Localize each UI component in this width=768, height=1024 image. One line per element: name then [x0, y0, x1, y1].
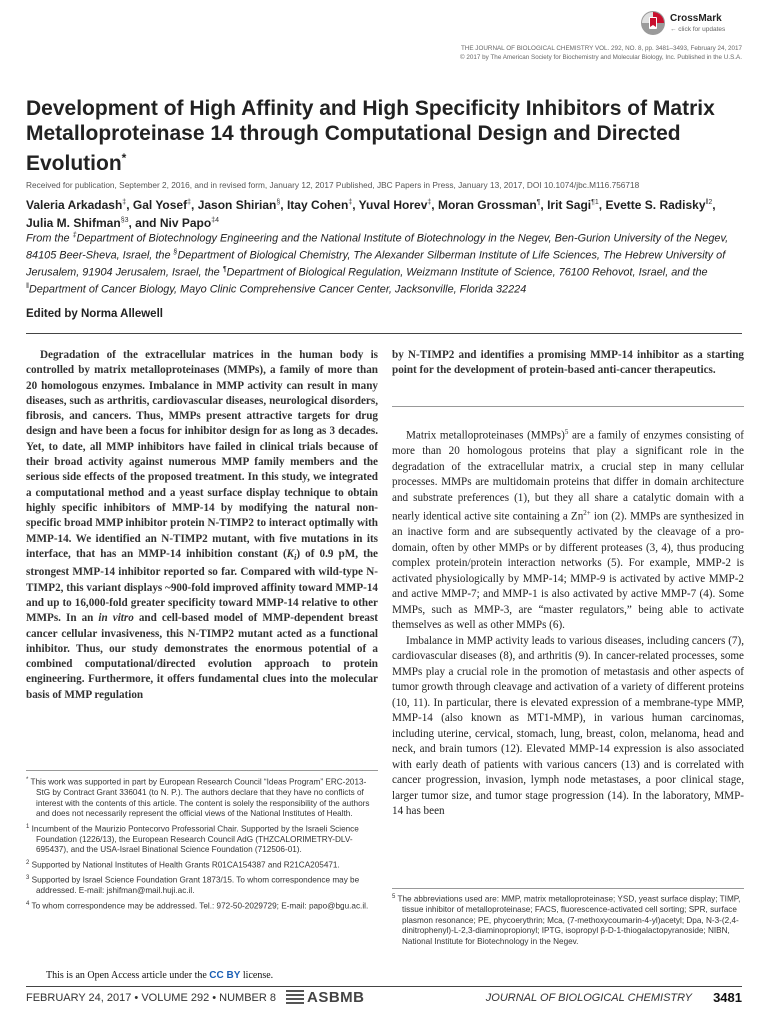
crossmark-subtitle: ← click for updates [670, 26, 726, 33]
copyright-line: © 2017 by The American Society for Biochemistry and Molecular Biology, Inc. Published in the U.S.A. [460, 53, 742, 61]
header-divider [26, 333, 742, 334]
author-affiliation-mark: ‡ [427, 199, 432, 206]
author-separator: , [540, 198, 548, 212]
footnote [26, 873, 378, 897]
author-name: Julia M. Shifman [26, 216, 121, 230]
received-dates: Received for publication, September 2, 2016, and in revised form, January 12, 2017 Published, JBC Papers in Press, January 13, 2017, DOI 10.1074/jbc.M116.756718 [26, 180, 640, 190]
author-affiliation-mark: ‡ [187, 199, 192, 206]
footnote-text: Incumbent of the Maurizio Pontecorvo Professorial Chair. Supported by the Israeli Science Foundation (1226/13), the European Research Council AdG (THZCALORIMETRY-DLV-695437), and the USA-Israel Binational Science Foundation (712506-01). [29, 824, 359, 855]
page-number: 3481 [713, 990, 742, 1005]
asbmb-mark-icon [286, 989, 304, 1005]
affiliation-text: Department of Biotechnology Engineering and the National Institute of Biotechnology in the Negev, Ben-Gurion University of the Negev, 84105 Beer-Sheva, Israel, the [26, 232, 729, 262]
journal-citation [460, 45, 742, 62]
abstract-paragraph: Degradation of the extracellular matrices in the human body is controlled by matrix metalloproteinases (MMPs), a family of more than 20 homologous enzymes. Imbalance in MMP activity can result in many diseases, such as arthritis, cardiovascular diseases, neurological disorders, fibrosis, and cancers. Thus, MMPs present attractive targets for drug design and have been a focus for inhibitor design for as long as 3 decades. Yet, to date, all MMP inhibitors have failed in clinical trials because of their broad activity against numerous MMP family members and the serious side effects of the proposed treatment. In this study, we integrated a computational method and a yeast surface display technique to obtain highly specific inhibitors of MMP-14 by modifying the natural non-specific broad MMP inhibitor protein N-TIMP2 to interact optimally with MMP-14. We identified an N-TIMP2 mutant, with five mutations in its interface, that has an MMP-14 inhibition constant $(K_i)$ of 0.9 pM, the strongest MMP-14 inhibitor reported so far. Compared with wild-type N-TIMP2, this variant displays ~900-fold improved affinity toward MMP-14 and up to 16,000-fold greater specificity toward MMP-14 relative to other MMPs. In an in vitro and cell-based model of MMP-dependent breast cancer cellular invasiveness, this N-TIMP2 mutant acted as a functional inhibitor. Thus, our study demonstrates the enormous potential of a combined computational/directed evolution approach to protein engineering. Furthermore, it offers fundamental clues into the molecular basis of MMP regulation [26, 349, 379, 701]
footnote-text: This work was supported in part by European Research Council “Ideas Program” ERC-2013-StG by Contract Grant 336041 (to N. P.). The authors declare that they have no conflicts of interest with the contents of this article. The content is solely the responsibility of the authors and does not necessarily represent the official views of the National Institutes of Health. [28, 777, 370, 819]
author-affiliation-mark: ‡ [348, 199, 353, 206]
crossmark-name: CrossMark [670, 13, 722, 24]
footnote [26, 858, 378, 871]
body-text [392, 425, 744, 820]
footnote-text: Supported by Israel Science Foundation Grant 1873/15. To whom correspondence may be addressed. E-mail: jshifman@mail.huji.ac.il. [29, 875, 360, 896]
author-name: Niv Papo [159, 216, 212, 230]
author-affiliation-mark: ‡4 [211, 217, 219, 224]
footnote-mark: 2 [26, 859, 30, 866]
author-affiliation-mark: § [276, 199, 281, 206]
author-affiliation-mark: ¶1 [591, 199, 599, 206]
crossmark-icon [640, 10, 666, 36]
author-name: Evette S. Radisky [605, 198, 706, 212]
footnote [26, 899, 378, 912]
body-paragraph-1: Matrix metalloproteinases (MMPs)$^5$ are a family of enzymes consisting of more than 20 homologous proteins that play a significant role in the degradation of the extracellular matrix, a crucial step in many cellular processes. MMPs are multidomain proteins that differ in domain architecture and substrate preferences (1), but they all share a catalytic domain with a nearly identical active site containing a $Zn^{2+}$ ion (2). MMPs are synthesized in an inactive form and are subsequently activated by the cleavage of a pro-domain, often by other MMPs or by different proteases (3, 4), thus producing complex protein/protein interaction networks (5). For example, MMP-2 is activated physiologically by MMP-14; MMP-9 is activated by active MMP-2 and active MMP-7; and MMP-1 is also activated by active MMP-7 (4). Some MMPs, such as MMP-3, are “master regulators,” being able to activate themselves as well as other MMPs (6). [392, 428, 744, 632]
author-name: Irit Sagi [547, 198, 592, 212]
author-affiliation-mark: §3 [120, 217, 129, 224]
article-title [26, 96, 746, 176]
body-paragraph-2: Imbalance in MMP activity leads to various diseases, including cancers (7), cardiovascular diseases (8), and arthritis (9). In cancer-related processes, some MMPs play a crucial role in the promotion of metastasis and other aspects of tumor growth through cleavage and activation of a variety of different proteins (10, 11). In particular, there is elevated expression of a membrane-type MMP, MMP-14 (also known as MT1-MMP), in various human carcinomas, including uterine, cervical, stomach, lung, breast, colon, melanoma, head and neck, and brain tumors (12). Elevated MMP-14 expression is also associated with early death of patients with various cancers (13) and is correlated with cancer progression, invasion, lymph node metastases, a poor clinical stage, larger tumor size, and tumor stage progression (14). In the laboratory, MMP-14 has been [392, 634, 744, 818]
affiliation-mark: ‖ [26, 282, 29, 290]
author-separator: , [126, 198, 133, 212]
asbmb-logo [286, 987, 376, 1009]
author-separator: , [280, 198, 287, 212]
affiliation-text: Department of Cancer Biology, Mayo Clinic Comprehensive Cancer Center, Jacksonville, Florida 32224 [28, 283, 527, 296]
author-separator: , [598, 198, 606, 212]
footnotes-left [26, 775, 378, 914]
footnote-mark: 3 [26, 875, 30, 882]
footnote [26, 822, 378, 856]
open-access-notice: This is an Open Access article under the CC BY license. [46, 970, 274, 981]
article-title-text: Development of High Affinity and High Specificity Inhibitors of Matrix Metalloproteinase 14 through Computational Design and Directed Evolution [26, 97, 715, 175]
affiliation-text: Department of Biological Chemistry, The Alexander Silberman Institute of Life Sciences, The Hebrew University of Jerusalem, 91904 Jerusalem, Israel, the [26, 249, 726, 279]
footnote-divider-right [392, 888, 744, 889]
footnote [26, 775, 378, 820]
author-separator: , [191, 198, 198, 212]
author-name: Yuval Horev [358, 198, 428, 212]
title-footnote-mark[interactable]: * [121, 151, 127, 165]
author-affiliation-mark: ‡ [122, 199, 127, 206]
author-name: Itay Cohen [286, 198, 349, 212]
author-name: Jason Shirian [197, 198, 277, 212]
footer-issue-date: FEBRUARY 24, 2017 • VOLUME 292 • NUMBER 8 [26, 992, 277, 1004]
footnote-mark: 4 [26, 900, 30, 907]
affiliation-mark: ‡ [72, 232, 77, 239]
edited-by: Edited by Norma Allewell [26, 308, 163, 320]
footnote-divider [26, 770, 378, 771]
footnote-mark: * [26, 777, 29, 783]
author-separator: , [431, 198, 438, 212]
abstract-left-column [26, 348, 378, 703]
abbreviations-footnote: $^5$ The abbreviations used are: MMP, matrix metalloproteinase; YSD, yeast surface display; TIMP, tissue inhibitor of metalloproteinase; FACS, fluorescence-activated cell sorting; SPR, surface plasmon resonance; PE, phycoerythrin; Mca, (7-methoxycoumarin-4-yl)acetyl; Dpa, N-3-(2,4-dinitrophenyl)-L-2,3-diaminopropionyl; IPTG, isopropyl β-D-1-thiogalactopyranoside; NIBN, National Institute for Biotechnology in the Negev. [392, 894, 741, 946]
footer-journal-name: JOURNAL OF BIOLOGICAL CHEMISTRY [485, 992, 692, 1004]
publisher-name: ASBMB [307, 989, 365, 1006]
cc-by-link[interactable]: CC BY [209, 970, 241, 981]
author-list [26, 195, 746, 231]
affiliation-mark: § [173, 248, 178, 256]
footnote-mark: 1 [26, 823, 30, 830]
affiliation-text: Department of Biological Regulation, Weizmann Institute of Science, 76100 Rehovot, Israel, and the [226, 266, 708, 279]
author-name: Moran Grossman [437, 198, 537, 212]
affiliations [26, 229, 746, 297]
author-separator: , and [128, 216, 160, 230]
footer-divider [26, 986, 742, 987]
abstract-right-column [392, 348, 744, 379]
abstract-divider [392, 406, 744, 407]
affiliation-mark: ¶ [222, 265, 227, 273]
journal-citation-line: THE JOURNAL OF BIOLOGICAL CHEMISTRY VOL. 292, NO. 8, pp. 3481–3493, February 24, 2017 [460, 45, 742, 52]
crossmark-badge[interactable] [640, 10, 750, 42]
abstract-continuation: by N-TIMP2 and identifies a promising MMP-14 inhibitor as a starting point for the development of protein-based anti-cancer therapeutics. [392, 349, 744, 377]
author-affiliation-mark: ¶ [536, 199, 541, 206]
affiliation-prefix: From the [26, 232, 73, 245]
author-affiliation-mark: ‖2 [705, 199, 713, 206]
footnote-text: Supported by National Institutes of Health Grants R01CA154387 and R21CA205471. [29, 860, 340, 870]
author-separator: , [712, 198, 716, 212]
author-name: Valeria Arkadash [26, 198, 123, 212]
footnote-text: To whom correspondence may be addressed. Tel.: 972-50-2029729; E-mail: papo@bgu.ac.il. [29, 901, 369, 911]
author-separator: , [352, 198, 359, 212]
footnote-ref-5[interactable]: 5 [564, 428, 569, 436]
author-name: Gal Yosef [132, 198, 188, 212]
